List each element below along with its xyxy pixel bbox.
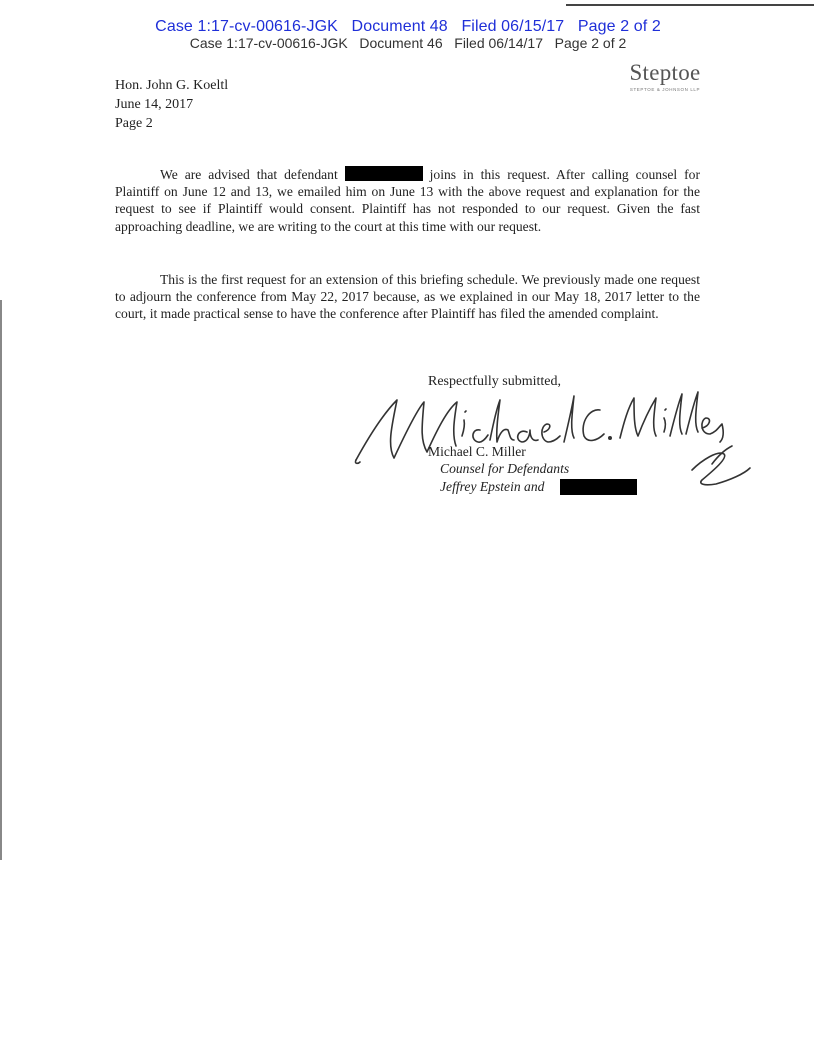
top-border-line	[566, 4, 814, 6]
body-paragraph-1	[115, 166, 700, 235]
redaction-box	[345, 166, 423, 181]
steptoe-logo	[620, 60, 710, 92]
left-margin-line	[0, 300, 2, 860]
page-line: Page 2	[115, 116, 153, 131]
date-line: June 14, 2017	[115, 97, 194, 112]
case-stamp-current: Case 1:17-cv-00616-JGK Document 48 Filed 06/15/17 Page 2 of 2	[155, 18, 661, 35]
body-paragraph-2: This is the first request for an extension of this briefing schedule. We previously made one request to adjourn the conference from May 22, 2017 because, as we explained in our May 18, 2017 letter to the court, it made practical sense to have the conference after Plaintiff has filed the amended complaint.	[115, 272, 700, 322]
paragraph-1-start: We are advised that defendant	[160, 167, 345, 182]
case-stamp-original: Case 1:17-cv-00616-JGK Document 46 Filed 06/14/17 Page 2 of 2	[189, 35, 627, 51]
signer-name: Michael C. Miller	[428, 444, 526, 459]
paragraph-1-rest: joins in this request. After calling counsel for Plaintiff on June 12 and 13, we emailed him on June 13 with the above request and explanation for the request to see if Plaintiff would consent. Plaintiff has not responded to our request. Given the fast approaching deadline, we are writing to the court at this time with our request.	[115, 167, 700, 234]
letter-heading	[115, 76, 228, 133]
logo-subtitle: STEPTOE & JOHNSON LLP	[629, 87, 701, 92]
redaction-box-signature	[560, 479, 637, 495]
logo-wordmark: Steptoe	[629, 60, 701, 85]
closing-salutation: Respectfully submitted,	[428, 374, 561, 389]
signer-title-line-2: Jeffrey Epstein and	[440, 479, 548, 494]
recipient-line: Hon. John G. Koeltl	[115, 78, 229, 93]
signer-title-line-1: Counsel for Defendants	[440, 461, 570, 476]
